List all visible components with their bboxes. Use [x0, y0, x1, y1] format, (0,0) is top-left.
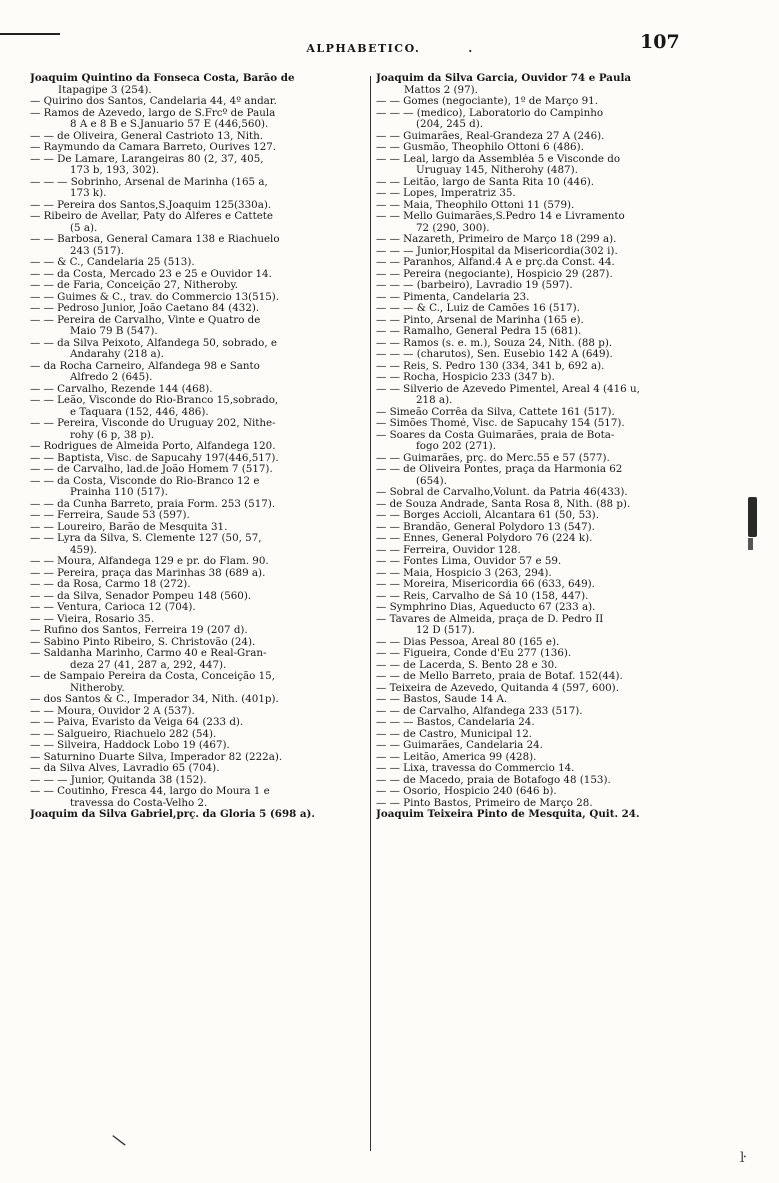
entry-line: — — de Lacerda, S. Bento 28 e 30. — [376, 659, 558, 671]
directory-entry — [376, 315, 774, 327]
directory-entry — [376, 211, 774, 234]
entry-line: — — Barbosa, General Camara 138 e Riachuelo — [30, 234, 280, 245]
entry-line: — — Paiva, Evaristo da Veiga 64 (233 d). — [30, 717, 244, 728]
margin-ink-mark-small — [748, 538, 753, 550]
directory-entry — [376, 660, 774, 672]
directory-entry — [30, 591, 368, 603]
entry-line: — — Osorio, Hospicio 240 (646 b). — [376, 786, 557, 797]
entry-line: — — de Carvalho, Alfandega 233 (517). — [376, 705, 583, 717]
entry-line: — — — Junior, Quitanda 38 (152). — [30, 774, 207, 786]
directory-entry — [376, 522, 774, 534]
entry-line: — — Figueira, Conde d'Eu 277 (136). — [376, 648, 572, 659]
directory-entry — [376, 533, 774, 545]
directory-entry — [30, 648, 368, 671]
directory-entry — [30, 257, 368, 269]
entry-line: — — Leão, Visconde do Rio-Branco 15,sobrado, — [30, 395, 279, 406]
entry-line: — — Baptista, Visc. de Sapucahy 197(446,517). — [30, 452, 279, 464]
directory-entry — [30, 614, 368, 626]
entry-line: — Symphrino Dias, Aqueducto 67 (233 a). — [376, 602, 596, 613]
entry-line: — — & C., Candelaria 25 (513). — [30, 257, 195, 268]
directory-entry — [376, 510, 774, 522]
directory-entry — [376, 108, 774, 131]
entry-line: — Ribeiro de Avellar, Paty do Alferes e Cattete — [30, 211, 274, 222]
directory-entry — [30, 395, 368, 418]
entry-line: — — Pereira de Carvalho, Vinte e Quatro de — [30, 314, 261, 326]
entry-line: — — Gusmão, Theophilo Ottoni 6 (486). — [376, 142, 584, 153]
entry-line: — — de Castro, Municipal 12. — [376, 728, 533, 740]
directory-entry — [376, 614, 774, 637]
entry-continuation-line: e Taquara (152, 446, 486). — [70, 406, 209, 418]
directory-entry — [376, 96, 774, 108]
directory-entry — [30, 752, 368, 764]
entry-line: — — de Mello Barreto, praia de Botaf. 152(44). — [376, 671, 623, 682]
entry-line: — — Lyra da Silva, S. Clemente 127 (50, 57, — [30, 533, 262, 544]
directory-entry — [30, 556, 368, 568]
directory-entry — [376, 648, 774, 660]
directory-entry — [376, 775, 774, 787]
directory-entry — [30, 441, 368, 453]
entry-line: — — Ventura, Carioca 12 (704). — [30, 602, 196, 613]
entry-line: — — — (charutos), Sen. Eusebio 142 A (649). — [376, 349, 613, 360]
entry-line: — — Pinto, Arsenal de Marinha (165 e). — [376, 314, 584, 326]
directory-entry — [30, 154, 368, 177]
entry-continuation-line: travessa do Costa-Velho 2. — [70, 797, 208, 809]
entry-line: — — De Lamare, Larangeiras 80 (2, 37, 405, — [30, 153, 264, 165]
entry-line: — — Pereira, praça das Marinhas 38 (689 a). — [30, 567, 266, 579]
entry-line: — — Guimarães, Real-Grandeza 27 A (246). — [376, 130, 605, 142]
entry-line: — — Silverio de Azevedo Pimentel, Areal 4 (416 u, — [376, 383, 640, 395]
entry-line: — — Brandão, General Polydoro 13 (547). — [376, 521, 595, 533]
directory-entry — [376, 683, 774, 695]
entry-line: — — — Bastos, Candelaria 24. — [376, 717, 535, 728]
directory-entry — [376, 418, 774, 430]
directory-entry — [376, 361, 774, 373]
entry-continuation-line: 8 A e 8 B e S.Januario 57 E (446,560). — [70, 119, 269, 130]
directory-entry — [376, 602, 774, 614]
entry-line: — — Pinto Bastos, Primeiro de Março 28. — [376, 797, 593, 809]
entry-line: — Sobral de Carvalho,Volunt. da Patria 46(433). — [376, 487, 628, 498]
directory-entry — [30, 453, 368, 465]
directory-entry — [30, 269, 368, 281]
entry-line: — Simões Thomé, Visc. de Sapucahy 154 (517). — [376, 418, 625, 429]
directory-entry — [376, 407, 774, 419]
directory-entry — [376, 326, 774, 338]
directory-entry — [376, 809, 774, 821]
directory-entry — [376, 568, 774, 580]
entry-continuation-line: 173 b, 193, 302). — [70, 165, 160, 176]
entry-line: — Raymundo da Camara Barreto, Ourives 127. — [30, 142, 277, 153]
directory-entry — [30, 602, 368, 614]
directory-entry — [376, 177, 774, 189]
entry-line: — — — (barbeiro), Lavradio 19 (597). — [376, 280, 573, 291]
margin-ink-mark — [748, 497, 757, 537]
entry-continuation-line: 72 (290, 300). — [416, 222, 490, 234]
entry-line: — — Gomes (negociante), 1º de Março 91. — [376, 96, 598, 107]
entry-line: — — Lixa, travessa do Commercio 14. — [376, 763, 575, 774]
directory-entry — [30, 476, 368, 499]
entry-line: — — da Silva, Senador Pompeu 148 (560). — [30, 590, 252, 602]
entry-line: — — Rocha, Hospicio 233 (347 b). — [376, 372, 555, 383]
entry-line: — — Moreira, Misericordia 66 (633, 649). — [376, 579, 595, 590]
directory-entry — [30, 809, 368, 821]
directory-entry — [376, 154, 774, 177]
entry-continuation-line: (5 a). — [70, 222, 98, 234]
entry-line: — — de Faria, Conceição 27, Nitheroby. — [30, 280, 239, 291]
entry-line: — — da Cunha Barreto, praia Form. 253 (517). — [30, 498, 276, 510]
entry-line: — Rodrigues de Almeida Porto, Alfandega 120. — [30, 441, 276, 452]
entry-continuation-line: 459). — [70, 544, 97, 556]
entry-continuation-line: Alfredo 2 (645). — [70, 372, 153, 383]
entry-line: Joaquim Teixeira Pinto de Mesquita, Quit. 24. — [376, 809, 640, 820]
directory-entry — [30, 568, 368, 580]
directory-entry — [376, 73, 774, 96]
entry-line: — Soares da Costa Guimarães, praia de Bota- — [376, 429, 615, 441]
entry-line: — — de Macedo, praia de Botafogo 48 (153). — [376, 774, 611, 786]
directory-entry — [30, 211, 368, 234]
directory-entry — [376, 257, 774, 269]
entry-line: — — — (medico), Laboratorio do Campinho — [376, 107, 604, 119]
entry-line: — — Pereira dos Santos,S.Joaquim 125(330a). — [30, 199, 272, 211]
entry-line: — — Guimarães, Candelaria 24. — [376, 740, 543, 751]
directory-entry — [30, 338, 368, 361]
directory-entry — [376, 131, 774, 143]
directory-entry — [376, 269, 774, 281]
entry-line: — dos Santos & C., Imperador 34, Nith. (401p). — [30, 694, 279, 705]
entry-line: Joaquim da Silva Garcia, Ouvidor 74 e Paula — [376, 73, 632, 84]
entry-line: — — da Costa, Visconde do Rio-Branco 12 e — [30, 475, 260, 487]
entry-line: — — Fontes Lima, Ouvidor 57 e 59. — [376, 556, 562, 567]
directory-entry — [30, 729, 368, 741]
entry-continuation-line: (204, 245 d). — [416, 119, 484, 130]
directory-entry — [376, 798, 774, 810]
directory-entry — [376, 188, 774, 200]
entry-continuation-line: deza 27 (41, 287 a, 292, 447). — [70, 659, 227, 671]
directory-entry — [30, 706, 368, 718]
entry-line: — de Sampaio Pereira da Costa, Conceição 15, — [30, 671, 275, 682]
entry-line: — — Silveira, Haddock Lobo 19 (467). — [30, 740, 230, 751]
entry-line: Joaquim Quintino da Fonseca Costa, Barão de — [30, 73, 295, 84]
entry-line: — — Ferreira, Ouvidor 128. — [376, 544, 521, 556]
entry-continuation-line: fogo 202 (271). — [416, 441, 496, 452]
entry-line: — Rufino dos Santos, Ferreira 19 (207 d). — [30, 625, 248, 636]
directory-entry — [30, 280, 368, 292]
directory-entry — [30, 73, 368, 96]
directory-entry — [30, 533, 368, 556]
entry-line: — — Moura, Alfandega 129 e pr. do Flam. 90. — [30, 556, 269, 567]
entry-continuation-line: Itapagipe 3 (254). — [58, 84, 152, 96]
directory-entry — [376, 349, 774, 361]
entry-line: — Tavares de Almeida, praça de D. Pedro II — [376, 613, 604, 625]
directory-entry — [30, 671, 368, 694]
entry-line: — — Maia, Theophilo Ottoni 11 (579). — [376, 199, 575, 211]
entry-line: — Teixeira de Azevedo, Quitanda 4 (597, 600). — [376, 682, 619, 694]
directory-entry — [376, 280, 774, 292]
entry-line: — — — Sobrinho, Arsenal de Marinha (165 a, — [30, 176, 268, 188]
entry-line: — — Ramos (s. e. m.), Souza 24, Nith. (88 p). — [376, 337, 613, 349]
entry-continuation-line: 12 D (517). — [416, 625, 475, 636]
directory-entry — [30, 315, 368, 338]
entry-line: — da Silva Alves, Lavradio 65 (704). — [30, 763, 220, 774]
entry-line: — — de Oliveira Pontes, praça da Harmonia 62 — [376, 464, 623, 475]
entry-continuation-line: 243 (517). — [70, 245, 124, 257]
directory-entry — [376, 556, 774, 568]
directory-entry — [30, 384, 368, 396]
directory-entry — [30, 292, 368, 304]
entry-line: — — da Silva Peixoto, Alfandega 50, sobrado, e — [30, 337, 277, 349]
directory-entry — [30, 579, 368, 591]
entry-line: — — Nazareth, Primeiro de Março 18 (299 a). — [376, 234, 617, 245]
directory-entry — [30, 142, 368, 154]
entry-line: — — Paranhos, Alfand.4 A e prç.da Const. 44. — [376, 257, 615, 268]
directory-entry — [30, 303, 368, 315]
entry-line: — — — Junior,Hospital da Misericordia(302 i). — [376, 245, 618, 257]
entry-line: — — Loureiro, Barão de Mesquita 31. — [30, 521, 228, 533]
entry-line: — Saturnino Duarte Silva, Imperador 82 (222a). — [30, 751, 283, 763]
entry-line: — — Pedroso Junior, João Caetano 84 (432). — [30, 303, 260, 314]
directory-entry — [376, 292, 774, 304]
entry-line: — Ramos de Azevedo, largo de S.Frcº de Paula — [30, 107, 276, 119]
entry-line: — — Moura, Ouvidor 2 A (537). — [30, 705, 195, 717]
directory-entry — [30, 499, 368, 511]
directory-entry — [30, 234, 368, 257]
entry-line: — — Leitão, America 99 (428). — [376, 751, 537, 763]
entry-line: Joaquim da Silva Gabriel,prç. da Gloria 5 (698 a). — [30, 809, 316, 820]
entry-line: — — Dias Pessoa, Areal 80 (165 e). — [376, 636, 560, 648]
directory-entry — [376, 499, 774, 511]
directory-entry — [376, 752, 774, 764]
directory-entry — [376, 338, 774, 350]
directory-entry — [376, 579, 774, 591]
directory-entry — [376, 717, 774, 729]
entry-line: — de Souza Andrade, Santa Rosa 8, Nith. (88 p). — [376, 498, 631, 510]
entry-continuation-line: Andarahy (218 a). — [70, 349, 164, 360]
directory-entry — [30, 694, 368, 706]
entry-line: — — Ennes, General Polydoro 76 (224 k). — [376, 533, 593, 544]
directory-entry — [30, 740, 368, 752]
entry-line: — — Ramalho, General Pedra 15 (681). — [376, 326, 582, 337]
entry-continuation-line: Maio 79 B (547). — [70, 326, 158, 337]
directory-entry — [376, 545, 774, 557]
entry-line: — — de Oliveira, General Castrioto 13, Nith. — [30, 130, 264, 142]
directory-entry — [30, 361, 368, 384]
directory-entry — [30, 131, 368, 143]
directory-entry — [376, 694, 774, 706]
entry-line: — — Pimenta, Candelaria 23. — [376, 291, 530, 303]
directory-entry — [30, 108, 368, 131]
directory-entry — [376, 729, 774, 741]
entry-line: — — Bastos, Saude 14 A. — [376, 694, 508, 705]
entry-line: — — — & C., Luiz de Camões 16 (517). — [376, 303, 580, 314]
directory-entry — [30, 522, 368, 534]
directory-entry — [376, 763, 774, 775]
entry-line: — — da Rosa, Carmo 18 (272). — [30, 579, 191, 590]
directory-entry — [30, 96, 368, 108]
directory-entry — [376, 671, 774, 683]
entry-line: — da Rocha Carneiro, Alfandega 98 e Santo — [30, 360, 260, 372]
directory-entry — [376, 142, 774, 154]
directory-entry — [30, 200, 368, 212]
entry-line: — — de Carvalho, lad.de João Homem 7 (517). — [30, 464, 273, 475]
entry-line: — — Borges Accioli, Alcantara 61 (50, 53). — [376, 510, 599, 521]
directory-entry — [30, 775, 368, 787]
entry-line: — — Leal, largo da Assembléa 5 e Visconde do — [376, 153, 621, 165]
directory-entry — [30, 464, 368, 476]
page-header — [0, 30, 779, 54]
entry-line: — — Pereira, Visconde do Uruguay 202, Nithe- — [30, 418, 276, 429]
page-number: 107 — [640, 31, 680, 53]
directory-entry — [376, 706, 774, 718]
entry-continuation-line: (654). — [416, 475, 447, 487]
pencil-scribble: \ — [110, 1130, 128, 1151]
entry-line: — — Carvalho, Rezende 144 (468). — [30, 383, 213, 395]
directory-entry — [30, 786, 368, 809]
directory-entry — [376, 786, 774, 798]
directory-entry — [376, 591, 774, 603]
directory-entry — [376, 740, 774, 752]
directory-entry — [376, 200, 774, 212]
entry-line: — — Guimarães, prç. do Merc.55 e 57 (577). — [376, 452, 610, 464]
directory-entry — [30, 177, 368, 200]
directory-entry — [30, 418, 368, 441]
entry-continuation-line: Uruguay 145, Nitherohy (487). — [416, 165, 578, 176]
entry-line: — — Ferreira, Saude 53 (597). — [30, 510, 190, 521]
directory-entry — [30, 637, 368, 649]
corner-pencil-mark: ŀ — [740, 1150, 745, 1166]
directory-entry — [30, 717, 368, 729]
right-column — [376, 73, 774, 821]
directory-entry — [376, 464, 774, 487]
left-column — [30, 73, 368, 821]
entry-line: — — Reis, Carvalho de Sá 10 (158, 447). — [376, 590, 589, 602]
directory-entry — [376, 234, 774, 246]
column-divider — [370, 76, 371, 1151]
directory-entry — [376, 372, 774, 384]
entry-line: — — Leitão, largo de Santa Rita 10 (446). — [376, 176, 595, 188]
running-title: ALPHABETICO. . — [306, 42, 474, 55]
directory-entry — [30, 510, 368, 522]
entry-line: — — Guimes & C., trav. do Commercio 13(515). — [30, 291, 280, 303]
directory-entry — [30, 763, 368, 775]
entry-line: — Simeão Corrêa da Silva, Cattete 161 (517). — [376, 406, 615, 418]
directory-entry — [376, 246, 774, 258]
entry-line: — — Mello Guimarães,S.Pedro 14 e Livramento — [376, 211, 625, 222]
entry-continuation-line: 173 k). — [70, 188, 107, 199]
entry-continuation-line: rohy (6 p, 38 p). — [70, 429, 155, 441]
entry-line: — — Pereira (negociante), Hospicio 29 (287). — [376, 268, 613, 280]
entry-line: — Sabino Pinto Ribeiro, S. Christovão (24). — [30, 636, 256, 648]
entry-continuation-line: 218 a). — [416, 395, 453, 406]
entry-continuation-line: Prainha 110 (517). — [70, 487, 168, 498]
directory-entry — [376, 487, 774, 499]
directory-entry — [376, 303, 774, 315]
entry-line: — — da Costa, Mercado 23 e 25 e Ouvidor 14. — [30, 268, 272, 280]
entry-line: — — Vieira, Rosario 35. — [30, 613, 155, 625]
entry-line: — Quirino dos Santos, Candelaria 44, 4º andar. — [30, 96, 277, 107]
entry-line: — — Salgueiro, Riachuelo 282 (54). — [30, 728, 217, 740]
directory-entry — [376, 430, 774, 453]
entry-line: — Saldanha Marinho, Carmo 40 e Real-Gran- — [30, 648, 267, 659]
entry-continuation-line: Nitheroby. — [70, 682, 125, 694]
entry-line: — — Maia, Hospicio 3 (263, 294). — [376, 567, 552, 579]
directory-entry — [376, 453, 774, 465]
directory-entry — [376, 637, 774, 649]
entry-line: — — Lopes, Imperatriz 35. — [376, 188, 516, 199]
entry-line: — — Reis, S. Pedro 130 (334, 341 b, 692 a). — [376, 360, 605, 372]
directory-entry — [30, 625, 368, 637]
directory-entry — [376, 384, 774, 407]
entry-line: — — Coutinho, Fresca 44, largo do Moura 1 e — [30, 786, 270, 797]
entry-continuation-line: Mattos 2 (97). — [404, 84, 478, 96]
